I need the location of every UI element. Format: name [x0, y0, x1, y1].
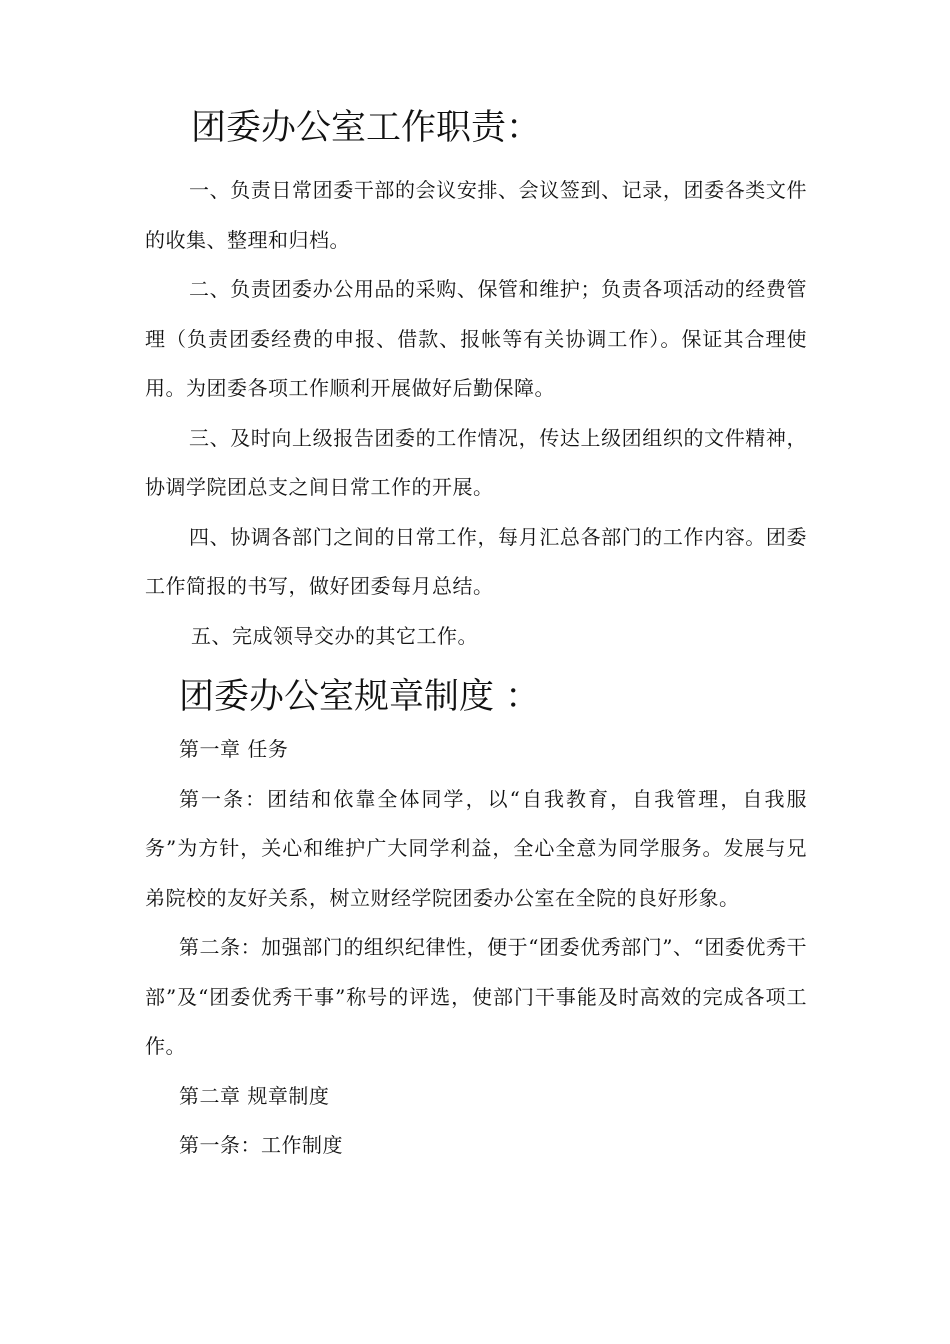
- chapter-2-article-1: 第一条：工作制度: [179, 1133, 343, 1157]
- chapter-2-title: 第二章 规章制度: [179, 1083, 330, 1108]
- duty-item-1: 一、负责日常团委干部的会议安排、会议签到、记录，团委各类文件的收集、整理和归档。: [145, 178, 807, 252]
- duty-item-2: 二、负责团委办公用品的采购、保管和维护；负责各项活动的经费管理（负责团委经费的申报、借款、报帐等有关协调工作）。保证其合理使用。为团委各项工作顺利开展做好后勤保障。: [145, 277, 807, 400]
- chapter-1-title: 第一章 任务: [179, 737, 289, 761]
- chapter-1-article-1: 第一条：团结和依靠全体同学，以“自我教育，自我管理，自我服务”为方针，关心和维护广大同学利益，全心全意为同学服务。发展与兄弟院校的友好关系，树立财经学院团委办公室在全院的良好形象。: [145, 786, 807, 910]
- document-content: [145, 100, 807, 1171]
- duties-title: 团委办公室工作职责：: [191, 108, 542, 148]
- spacer: [145, 156, 807, 166]
- spacer: [145, 661, 807, 669]
- duty-item-3: 三、及时向上级报告团委的工作情况，传达上级团组织的文件精神，协调学院团总支之间日常工作的开展。: [145, 425, 807, 499]
- duty-item-4: 四、协调各部门之间的日常工作，每月汇总各部门的工作内容。团委工作简报的书写，做好团委每月总结。: [145, 524, 807, 598]
- chapter-1-article-2: 第二条：加强部门的组织纪律性，便于“团委优秀部门”、“团委优秀干部”及“团委优秀干事”称号的评选，使部门干事能及时高效的完成各项工作。: [145, 935, 807, 1058]
- duty-item-5: 五、完成领导交办的其它工作。: [191, 623, 478, 648]
- rules-title: 团委办公室规章制度 ：: [179, 677, 541, 717]
